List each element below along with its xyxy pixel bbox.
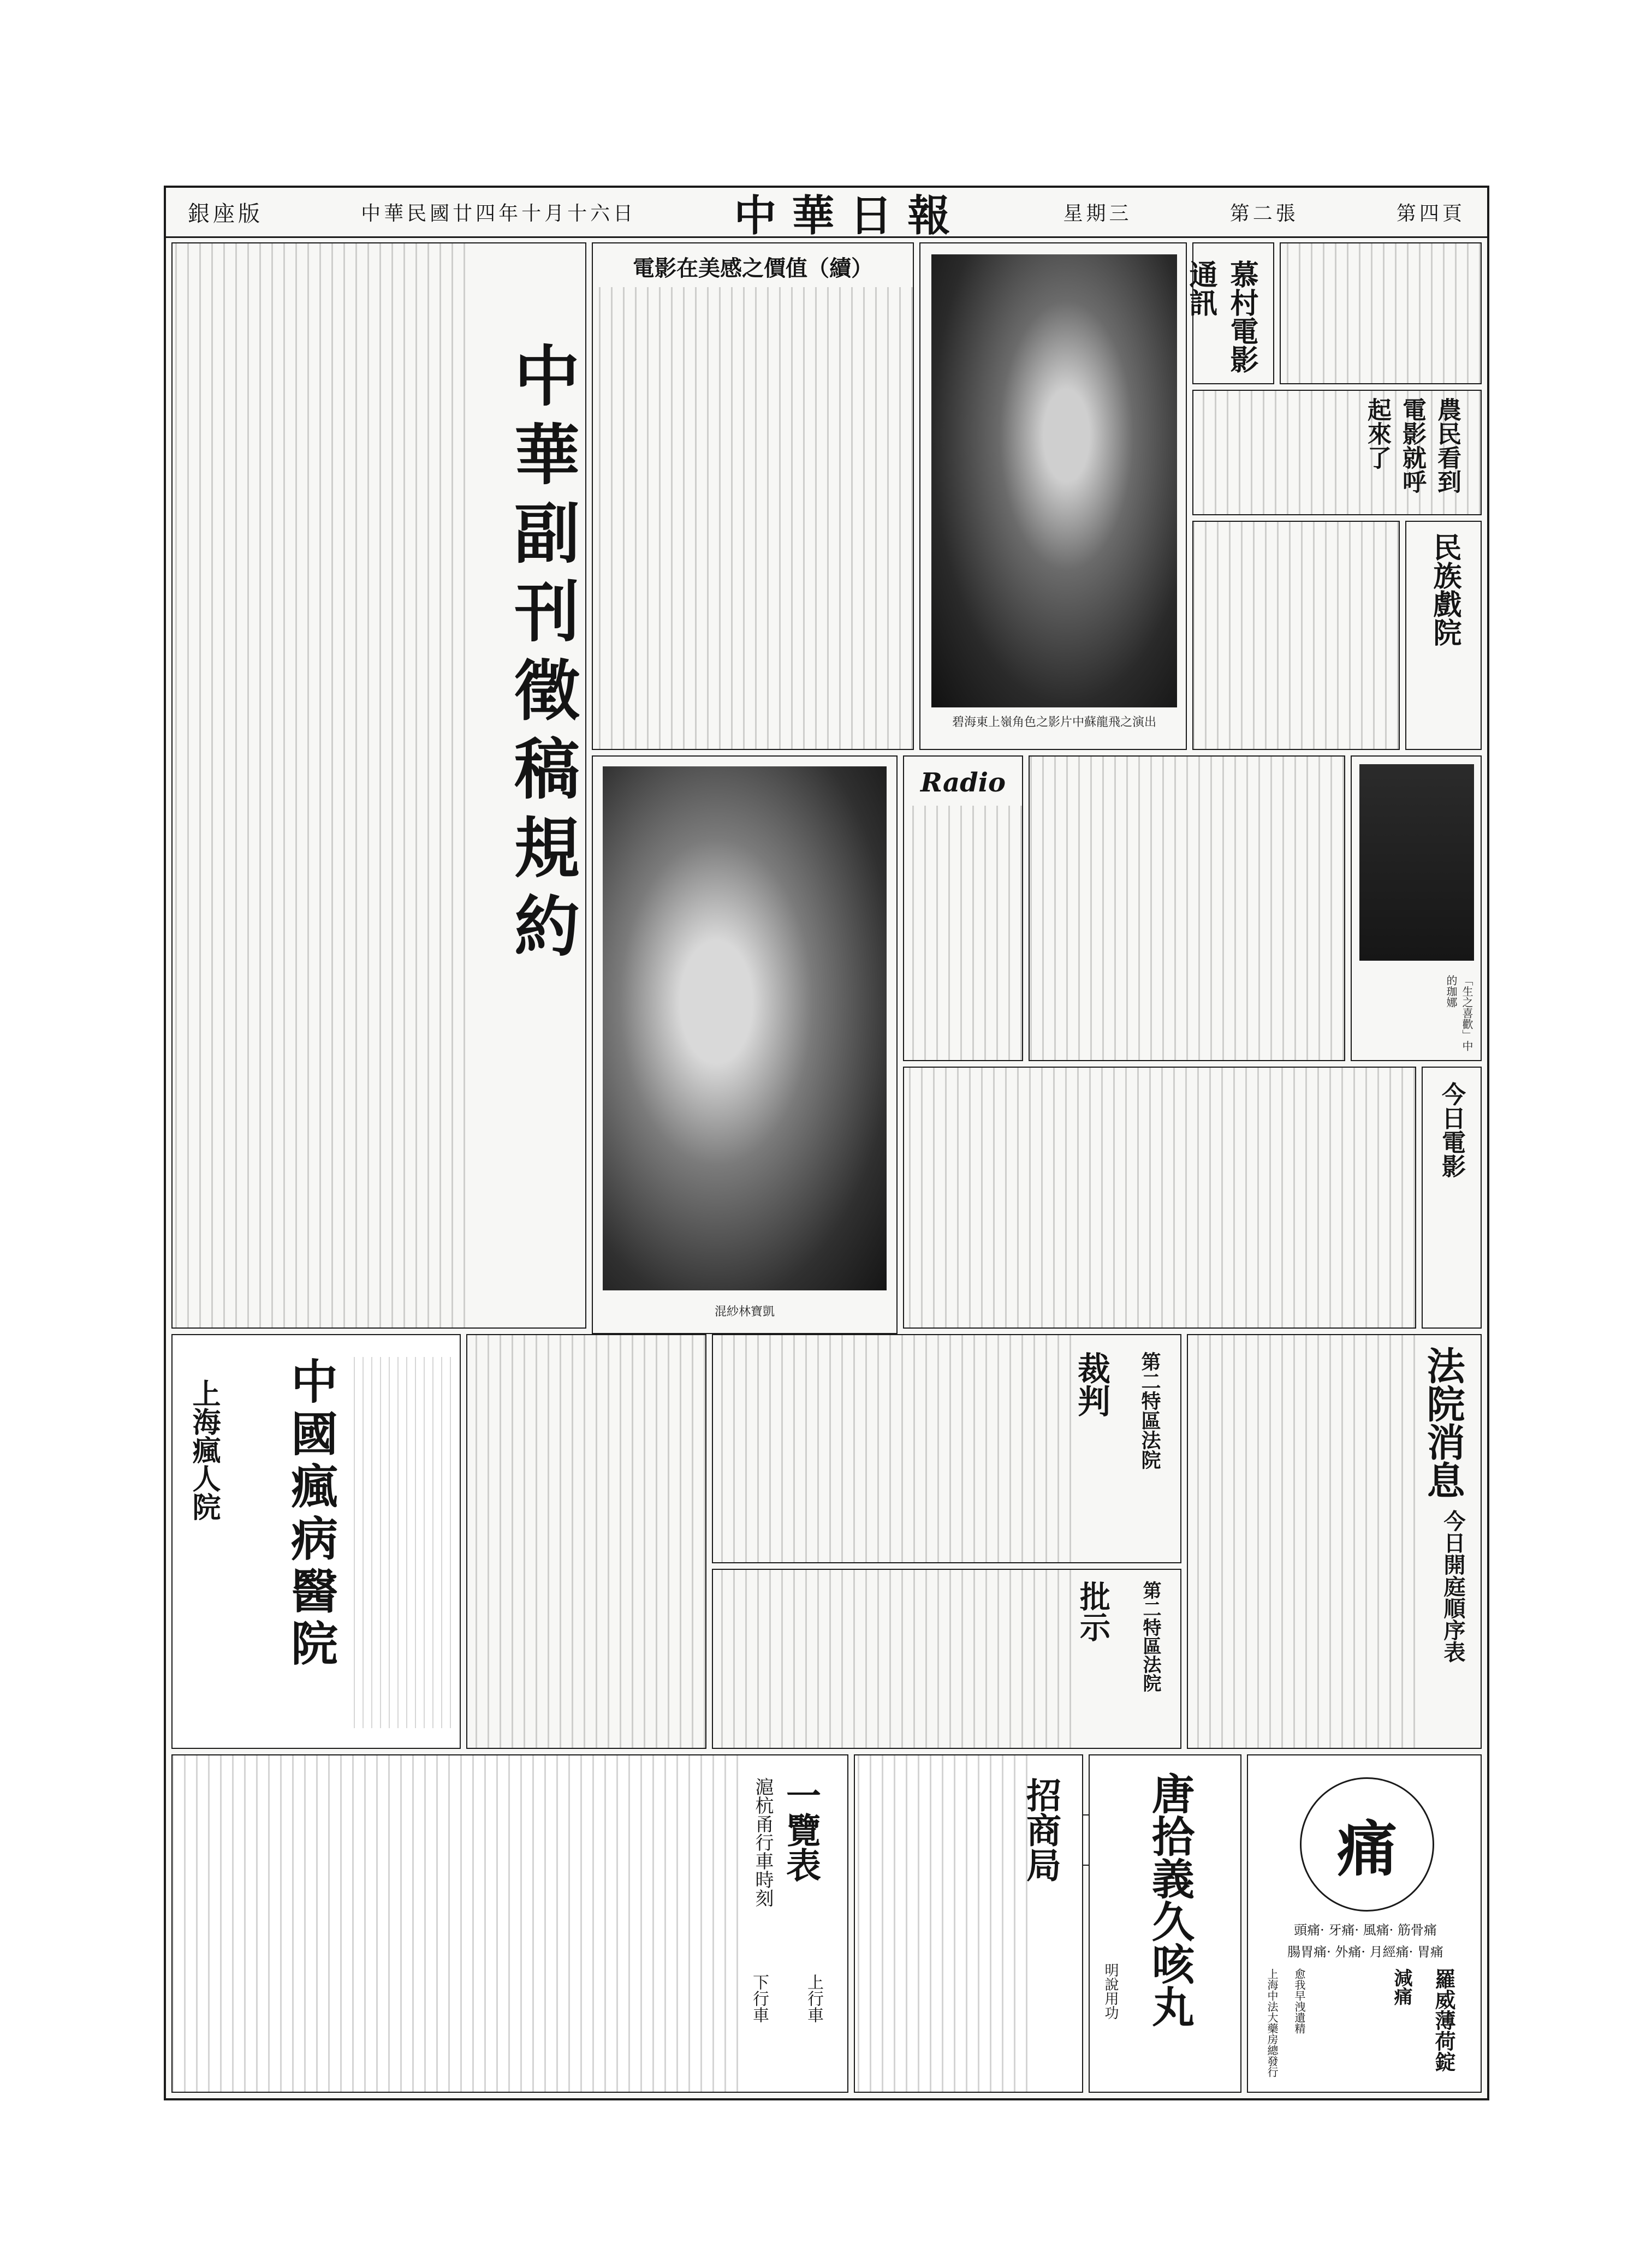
- pain-label-rheum: 風痛: [1363, 1922, 1389, 1938]
- actress-photo-caption: 混紗林寶凱: [714, 1305, 775, 1319]
- pain-label-tooth: 牙痛: [1328, 1922, 1355, 1938]
- pain-label-period: 月經痛: [1369, 1944, 1409, 1960]
- masthead: [166, 188, 1487, 241]
- film-news-text: [1192, 521, 1400, 750]
- hospital-ad: [171, 1334, 461, 1749]
- today-film-box: [1422, 1067, 1482, 1329]
- minzu-theatre-box: [1405, 521, 1482, 750]
- pain-center-icon: 痛: [1300, 1777, 1434, 1912]
- pain-label-gastric: 胃痛: [1417, 1944, 1443, 1960]
- court-filings-col: [466, 1334, 706, 1749]
- pain-relief-ad: 痛 頭痛· 牙痛· 風痛· 筋骨痛 腸胃痛· 外痛· 月經痛· 胃痛 羅威薄荷錠 減痛 上海中法大藥房總發行 愈我早洩遺精: [1247, 1754, 1482, 2093]
- cough-pill-ad: [1089, 1754, 1241, 2093]
- cough-pill-desc: 明說用功: [1102, 1963, 1119, 2020]
- shipping-ad: [854, 1754, 1083, 2093]
- film-article-title: 電影在美感之價值（續）: [633, 255, 873, 281]
- page-number: 第四頁: [1396, 203, 1465, 225]
- villager-article: [1192, 390, 1482, 515]
- pain-label-head: 頭痛: [1294, 1922, 1321, 1938]
- radio-column: [903, 755, 1023, 1061]
- pain-label-stomach: 腸胃痛: [1287, 1944, 1327, 1960]
- radio-title: Radio: [920, 767, 1006, 798]
- right-photo: [1359, 764, 1474, 961]
- pain-label-bone: 筋骨痛: [1397, 1922, 1437, 1938]
- issue-date: 中華民國廿四年十月十六日: [361, 203, 637, 225]
- minzu-theatre-title: 民族戲院: [1428, 533, 1461, 646]
- instruction-block: [712, 1569, 1181, 1749]
- pain-labels: 頭痛· 牙痛· 風痛· 筋骨痛: [1294, 1922, 1437, 1938]
- film-photo-panel: [919, 242, 1187, 750]
- film-news-title: 慕村電影通訊: [1184, 260, 1258, 373]
- court-news-title: 法院消息: [1421, 1346, 1466, 1499]
- train-down-label: 下行車: [750, 1974, 769, 2023]
- film-aesthetics-article: [592, 242, 914, 750]
- judgment-title: 裁判: [1072, 1352, 1110, 1417]
- instruction-title: 批示: [1075, 1581, 1111, 1642]
- winter-illustration: [1280, 242, 1482, 384]
- pain-distributor: 上海中法大藥房總發行: [1265, 1968, 1279, 2077]
- pain-label-outer: 外痛: [1335, 1944, 1362, 1960]
- actress-photo: [603, 766, 887, 1290]
- pain-product-name: 羅威薄荷錠: [1431, 1968, 1456, 2072]
- newspaper-page: [164, 186, 1489, 2100]
- sheet-number: 第二張: [1229, 203, 1299, 225]
- train-timetable-ad: [171, 1754, 848, 2093]
- film-still-photo: [931, 254, 1177, 707]
- train-route: 滬杭甬行車時刻: [752, 1777, 774, 1907]
- right-photo-caption: 「生之喜歡」中的珈娜: [1445, 975, 1473, 1051]
- hospital-title: 中國瘋病醫院: [283, 1357, 338, 1671]
- judgment-block: [712, 1334, 1181, 1563]
- court-dept-2: 第二特區法院: [1139, 1581, 1161, 1692]
- cough-pill-title: 唐拾義久咳丸: [1145, 1772, 1195, 2027]
- hospital-subtitle: 上海瘋人院: [187, 1379, 221, 1521]
- shipping-title: 招商局: [1020, 1777, 1061, 1882]
- edition-label: 銀座版: [188, 201, 263, 227]
- call-for-papers-title: 中華副刊徵稿規約: [503, 342, 580, 971]
- cinema-listings: [903, 1067, 1416, 1329]
- film-news-box: [1184, 242, 1274, 384]
- train-table-title: 一覽表: [780, 1777, 821, 1882]
- court-schedule-title: 今日開庭順序表: [1440, 1510, 1466, 1663]
- court-dept-1: 第二特區法院: [1138, 1352, 1161, 1469]
- pain-sub: 減痛: [1391, 1968, 1412, 2005]
- radio-listings: [1029, 755, 1345, 1061]
- call-for-papers-block: [171, 242, 586, 1329]
- pain-remedy: 愈我早洩遺精: [1293, 1968, 1306, 2034]
- today-film-title: 今日電影: [1437, 1082, 1465, 1178]
- film-photo-caption: 碧海東上嶺角色之影片中蘇龍飛之演出: [952, 716, 1156, 729]
- weekday: 星期三: [1063, 203, 1132, 225]
- right-photo-panel: [1351, 755, 1482, 1061]
- court-news-block: [1187, 1334, 1482, 1749]
- train-up-label: 上行車: [804, 1974, 823, 2023]
- villager-title: 農民看到電影就呼起來了: [1363, 397, 1461, 493]
- actress-photo-panel: [592, 755, 898, 1334]
- newspaper-title: 中華日報: [734, 191, 966, 241]
